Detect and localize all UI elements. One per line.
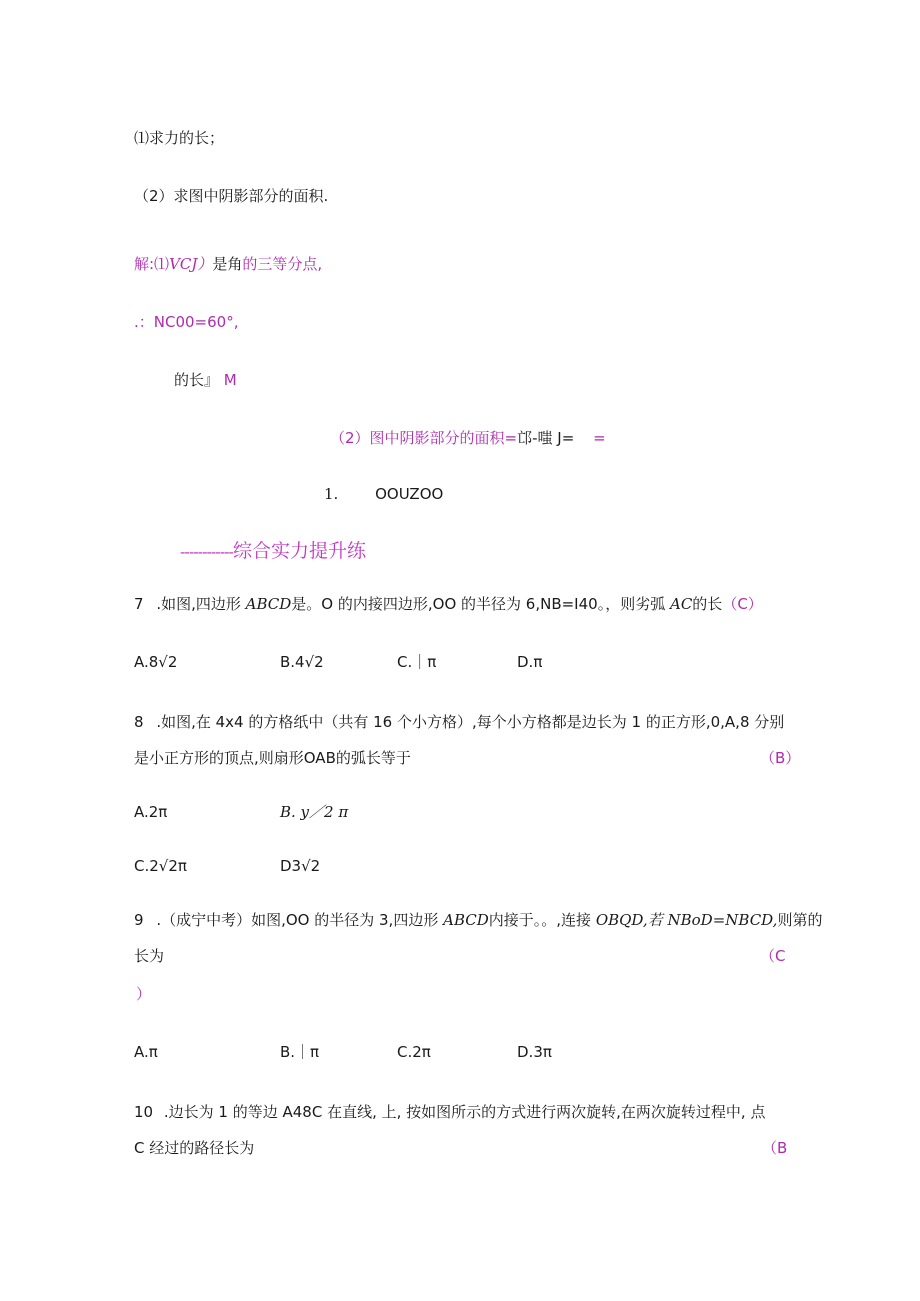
question-7-option-d: D.π xyxy=(517,653,543,671)
shaded-area-text: （2）图中阴影部分的面积= xyxy=(330,429,518,447)
question-10 xyxy=(134,1102,765,1122)
arc-length-text: 的长』 xyxy=(174,371,220,389)
question-8-line-2: 是小正方形的顶点,则扇形OAB的弧长等于 xyxy=(134,749,411,767)
question-8-option-a: A.2π xyxy=(134,803,168,821)
question-9-quad: ABCD xyxy=(443,911,489,929)
solution-line-4 xyxy=(330,428,606,448)
question-9-answer-close: ） xyxy=(136,985,152,1003)
solution-text-trisection: 的三等分点, xyxy=(242,255,323,273)
shaded-area-formula: 邙-嗤 J= xyxy=(517,429,575,447)
question-10-number: 10 xyxy=(134,1103,154,1121)
question-10-text: .边长为 1 的等边 A48C 在直线, 上, 按如图所示的方式进行两次旋转,在两次旋转过程中, 点 xyxy=(163,1103,766,1121)
solution-line-5 xyxy=(324,484,443,504)
question-9-if: 若 xyxy=(647,911,663,929)
shaded-area-equals: = xyxy=(593,429,606,447)
question-9-text-2: 内接于。。,连接 xyxy=(488,911,592,929)
question-9-option-a: A.π xyxy=(134,1043,158,1061)
question-7-text-3: 的长 xyxy=(692,595,723,613)
question-9 xyxy=(134,910,822,930)
question-9-text-3: 则第的 xyxy=(777,911,823,929)
question-8-number: 8 xyxy=(134,713,144,731)
question-7-option-c: C.｜π xyxy=(397,653,437,671)
solution-text: 是角 xyxy=(212,255,243,273)
section-heading-dashes: ------------ xyxy=(180,543,233,561)
formula-fragment: OOUZOO xyxy=(375,485,444,503)
question-9-condition: NBoD=NBCD, xyxy=(667,911,778,929)
question-9-answer: （C xyxy=(760,947,786,965)
solution-label: 解:⑴ xyxy=(134,255,170,273)
question-9-option-c: C.2π xyxy=(397,1043,431,1061)
question-9-line-2: 长为 xyxy=(134,947,165,965)
section-heading xyxy=(180,539,366,564)
question-8-option-c: C.2√2π xyxy=(134,857,187,875)
question-7-answer: （C） xyxy=(722,595,763,613)
question-part-2: （2）求图中阴影部分的面积. xyxy=(134,187,329,205)
solution-line-3 xyxy=(174,370,237,390)
question-10-line-2: C 经过的路径长为 xyxy=(134,1139,255,1157)
question-7-arc: AC xyxy=(669,595,693,613)
question-7-text-2: 是。O 的内接四边形,OO 的半径为 6,NB=I40。，则劣弧 xyxy=(291,595,666,613)
solution-line-1 xyxy=(134,254,322,274)
question-8-text: .如图,在 4x4 的方格纸中（共有 16 个小方格）,每个小方格都是边长为 1 的正方形,0,A,8 分别 xyxy=(156,713,785,731)
question-9-lines: OBQD, xyxy=(595,911,648,929)
question-9-option-b: B.｜π xyxy=(280,1043,320,1061)
arc-length-value: M xyxy=(223,371,237,389)
formula-number: 1. xyxy=(324,485,339,503)
question-7 xyxy=(134,594,763,614)
question-9-number: 9 xyxy=(134,911,144,929)
question-9-text: .（成宁中考）如图,OO 的半径为 3,四边形 xyxy=(156,911,439,929)
question-9-option-d: D.3π xyxy=(517,1043,552,1061)
question-7-quad: ABCD xyxy=(245,595,292,613)
solution-line-2: .：NC00=60°, xyxy=(134,313,239,331)
question-8-option-d: D3√2 xyxy=(280,857,321,875)
solution-italic-term: VCJ） xyxy=(169,255,213,273)
question-7-option-a: A.8√2 xyxy=(134,653,178,671)
question-7-text: .如图,四边形 xyxy=(156,595,241,613)
question-part-1: ⑴求力的长； xyxy=(134,129,225,147)
question-8-option-b: B. y／2 π xyxy=(280,803,349,821)
question-10-answer: （B xyxy=(762,1139,788,1157)
question-8-answer: （B） xyxy=(760,749,801,767)
question-7-number: 7 xyxy=(134,595,144,613)
section-heading-title: 综合实力提升练 xyxy=(232,540,366,562)
question-8 xyxy=(134,712,784,732)
question-7-option-b: B.4√2 xyxy=(280,653,324,671)
